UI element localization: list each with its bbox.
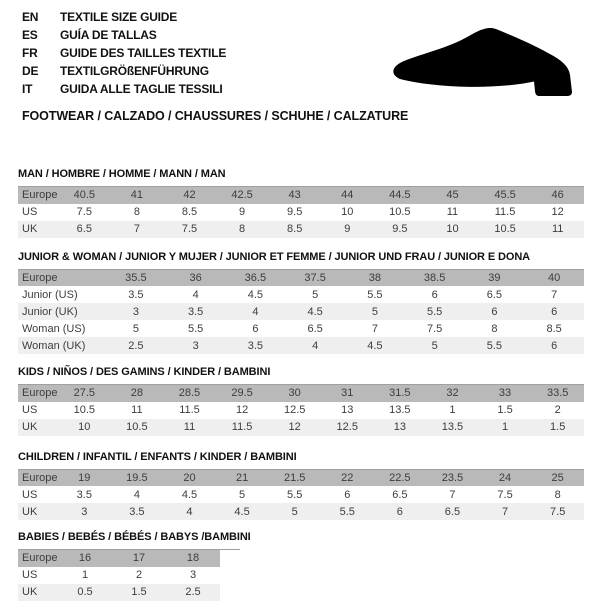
size-cell: 7.5 bbox=[497, 488, 513, 501]
size-cell: 12 bbox=[235, 404, 249, 416]
size-cell: 10.5 bbox=[389, 206, 411, 218]
size-cell: 11.5 bbox=[494, 206, 516, 218]
size-cell: 3 bbox=[132, 305, 139, 318]
size-cell: 36 bbox=[189, 271, 202, 284]
size-cell: 36.5 bbox=[244, 271, 267, 284]
category-title: FOOTWEAR / CALZADO / CHAUSSURES / SCHUHE / CALZATURE bbox=[22, 109, 409, 123]
size-cell: 11.5 bbox=[231, 421, 253, 433]
size-cell: 6.5 bbox=[76, 223, 92, 235]
size-cell: 19.5 bbox=[126, 471, 148, 484]
table-row bbox=[18, 337, 584, 354]
row-label: UK bbox=[22, 586, 38, 598]
size-cell: 5 bbox=[431, 339, 438, 352]
size-cell: 10.5 bbox=[73, 404, 95, 416]
size-cell: 16 bbox=[78, 552, 92, 565]
lang-code: ES bbox=[22, 28, 38, 42]
size-cell: 2.5 bbox=[185, 586, 201, 598]
table-row bbox=[18, 567, 240, 584]
size-cell: 18 bbox=[186, 552, 200, 565]
size-cell: 13.5 bbox=[441, 421, 464, 433]
size-cell: 5 bbox=[312, 288, 319, 301]
size-table bbox=[18, 269, 584, 355]
size-cell: 5 bbox=[371, 305, 378, 318]
lang-label: GUIDE DES TAILLES TEXTILE bbox=[60, 46, 227, 60]
size-cell: 12.5 bbox=[283, 404, 306, 416]
table-row bbox=[18, 469, 584, 486]
size-cell: 29.5 bbox=[231, 387, 253, 400]
table-row bbox=[18, 320, 584, 337]
lang-code: DE bbox=[22, 64, 39, 78]
size-cell: 11 bbox=[183, 421, 196, 433]
size-cell: 4.5 bbox=[247, 288, 264, 301]
size-cell: 44 bbox=[341, 189, 354, 202]
row-label: UK bbox=[22, 421, 38, 433]
size-table bbox=[18, 549, 240, 601]
size-cell: 39 bbox=[488, 271, 501, 284]
size-cell: 4 bbox=[192, 288, 199, 301]
size-cell: 1.5 bbox=[550, 421, 566, 433]
size-cell: 3 bbox=[192, 339, 199, 352]
size-cell: 5.5 bbox=[426, 305, 443, 318]
size-cell: 40 bbox=[548, 271, 561, 284]
lang-line-es bbox=[22, 26, 226, 44]
size-cell: 45 bbox=[446, 189, 459, 202]
size-cell: 6 bbox=[252, 322, 259, 335]
language-header bbox=[22, 8, 226, 98]
row-label: US bbox=[22, 569, 38, 581]
size-cell: 45.5 bbox=[494, 189, 516, 202]
size-cell: 21.5 bbox=[283, 471, 306, 484]
size-cell: 4 bbox=[252, 305, 259, 318]
size-section bbox=[18, 366, 584, 436]
size-cell: 5.5 bbox=[287, 488, 303, 501]
size-cell: 10.5 bbox=[494, 223, 516, 235]
size-cell: 6 bbox=[431, 288, 438, 301]
table-row bbox=[18, 385, 584, 402]
row-label: Europe bbox=[22, 189, 58, 202]
size-cell: 6.5 bbox=[307, 322, 323, 335]
size-cell: 33.5 bbox=[546, 387, 569, 400]
size-cell: 22 bbox=[341, 471, 354, 484]
size-cell: 20 bbox=[183, 471, 196, 484]
size-cell: 5.5 bbox=[486, 339, 503, 352]
size-cell: 5.5 bbox=[187, 322, 204, 335]
size-cell: 9.5 bbox=[392, 223, 408, 235]
row-label: Woman (US) bbox=[22, 322, 86, 335]
table-row bbox=[18, 286, 584, 303]
size-cell: 5 bbox=[239, 488, 246, 501]
lang-line-en bbox=[22, 8, 226, 26]
size-cell: 38 bbox=[368, 271, 381, 284]
size-cell: 10.5 bbox=[126, 421, 148, 433]
size-cell: 43 bbox=[288, 189, 301, 202]
size-cell: 28 bbox=[130, 387, 144, 400]
size-cell: 6 bbox=[551, 305, 558, 318]
size-cell: 11 bbox=[446, 206, 459, 218]
size-cell: 4 bbox=[133, 488, 140, 501]
size-cell: 5.5 bbox=[367, 288, 383, 301]
size-table bbox=[18, 469, 584, 521]
row-label: UK bbox=[22, 505, 38, 518]
table-row bbox=[18, 550, 240, 567]
size-cell: 37.5 bbox=[304, 271, 326, 284]
size-cell: 31.5 bbox=[389, 387, 411, 400]
size-cell: 7 bbox=[371, 322, 378, 335]
size-cell: 7.5 bbox=[550, 505, 566, 518]
size-cell: 1 bbox=[449, 404, 456, 416]
size-cell: 46 bbox=[551, 189, 564, 202]
size-cell: 7.5 bbox=[426, 322, 443, 335]
size-cell: 4.5 bbox=[234, 505, 250, 518]
dress-shoe-icon bbox=[388, 20, 588, 100]
table-row bbox=[18, 419, 584, 436]
size-cell: 7 bbox=[551, 288, 558, 301]
size-cell: 8 bbox=[133, 206, 140, 218]
size-cell: 25 bbox=[551, 471, 564, 484]
size-cell: 44.5 bbox=[389, 189, 411, 202]
size-cell: 6.5 bbox=[444, 505, 461, 518]
size-cell: 6 bbox=[396, 505, 403, 518]
size-cell: 24 bbox=[498, 471, 512, 484]
size-cell: 2.5 bbox=[128, 339, 144, 352]
size-cell: 11 bbox=[131, 404, 143, 416]
size-cell: 19 bbox=[78, 471, 91, 484]
lang-code: IT bbox=[22, 82, 33, 96]
size-cell: 7.5 bbox=[181, 223, 198, 235]
lang-label: GUIDA ALLE TAGLIE TESSILI bbox=[60, 82, 223, 96]
size-cell: 8.5 bbox=[287, 223, 303, 235]
size-cell: 3 bbox=[189, 569, 197, 581]
size-cell: 1.5 bbox=[131, 586, 147, 598]
lang-line-fr bbox=[22, 44, 226, 62]
size-cell: 12 bbox=[288, 421, 301, 433]
size-cell: 17 bbox=[132, 552, 146, 565]
size-cell: 6 bbox=[551, 339, 558, 352]
size-cell: 38.5 bbox=[423, 271, 446, 284]
table-row bbox=[18, 303, 584, 320]
size-cell: 30 bbox=[288, 387, 301, 400]
size-cell: 8 bbox=[554, 488, 561, 501]
size-cell: 28.5 bbox=[178, 387, 201, 400]
row-label: US bbox=[22, 488, 38, 501]
size-cell: 7 bbox=[133, 223, 140, 235]
lang-line-de bbox=[22, 62, 226, 80]
size-cell: 9.5 bbox=[287, 206, 303, 218]
size-cell: 22.5 bbox=[389, 471, 411, 484]
size-cell: 8.5 bbox=[181, 206, 198, 218]
size-cell: 6.5 bbox=[392, 488, 408, 501]
section-title: JUNIOR & WOMAN / JUNIOR Y MUJER / JUNIOR ET FEMME / JUNIOR UND FRAU / JUNIOR E DONA bbox=[18, 250, 531, 263]
size-cell: 4.5 bbox=[181, 488, 198, 501]
size-cell: 5 bbox=[132, 322, 139, 335]
table-row bbox=[18, 503, 584, 520]
table-row bbox=[18, 221, 584, 238]
row-label: Europe bbox=[22, 387, 58, 400]
size-cell: 13 bbox=[393, 421, 406, 433]
lang-label: GUÍA DE TALLAS bbox=[60, 28, 157, 42]
size-cell: 4.5 bbox=[367, 339, 383, 352]
row-label: US bbox=[22, 206, 38, 218]
size-cell: 42 bbox=[183, 189, 196, 202]
size-cell: 5.5 bbox=[339, 505, 355, 518]
size-cell: 2 bbox=[554, 404, 561, 416]
table-row bbox=[18, 486, 584, 503]
size-cell: 11 bbox=[551, 223, 564, 235]
size-cell: 6.5 bbox=[486, 288, 503, 301]
size-cell: 4 bbox=[186, 505, 193, 518]
size-cell: 10 bbox=[341, 206, 354, 218]
lang-line-it bbox=[22, 80, 226, 98]
section-title: BABIES / BEBÉS / BÉBÉS / BABYS /BAMBINI bbox=[18, 531, 251, 543]
section-title: MAN / HOMBRE / HOMME / MANN / MAN bbox=[18, 168, 226, 180]
size-table bbox=[18, 186, 584, 238]
lang-label: TEXTILGRÖßENFÜHRUNG bbox=[60, 64, 209, 78]
size-section bbox=[18, 251, 584, 355]
size-cell: 9 bbox=[239, 206, 246, 218]
row-label: Junior (UK) bbox=[22, 305, 78, 318]
size-cell: 23.5 bbox=[441, 471, 464, 484]
size-cell: 4.5 bbox=[307, 305, 323, 318]
size-cell: 40.5 bbox=[73, 189, 95, 202]
size-cell: 7.5 bbox=[76, 206, 92, 218]
size-cell: 31 bbox=[341, 387, 354, 400]
size-cell: 33 bbox=[498, 387, 512, 400]
size-section bbox=[18, 531, 584, 601]
lang-code: EN bbox=[22, 10, 39, 24]
size-cell: 13 bbox=[341, 404, 354, 416]
row-label: Europe bbox=[22, 552, 58, 565]
size-cell: 8 bbox=[239, 223, 246, 235]
size-cell: 35.5 bbox=[125, 271, 147, 284]
table-row bbox=[18, 584, 240, 601]
section-title: KIDS / NIÑOS / DES GAMINS / KINDER / BAMBINI bbox=[18, 366, 271, 378]
table-row bbox=[18, 204, 584, 221]
size-cell: 3.5 bbox=[187, 305, 204, 318]
table-row bbox=[18, 269, 584, 286]
size-cell: 1 bbox=[81, 569, 89, 581]
size-cell: 6 bbox=[491, 305, 498, 318]
row-label: UK bbox=[22, 223, 38, 235]
size-cell: 3 bbox=[81, 505, 88, 518]
row-label: Europe bbox=[22, 271, 58, 284]
size-cell: 5 bbox=[291, 505, 298, 518]
size-cell: 8.5 bbox=[546, 322, 562, 335]
lang-label: TEXTILE SIZE GUIDE bbox=[60, 10, 178, 24]
lang-code: FR bbox=[22, 46, 38, 60]
size-tables bbox=[18, 168, 584, 613]
section-title: CHILDREN / INFANTIL / ENFANTS / KINDER / BAMBINI bbox=[18, 450, 297, 463]
size-cell: 42.5 bbox=[231, 189, 253, 202]
size-cell: 41 bbox=[130, 189, 144, 202]
table-row bbox=[18, 187, 584, 204]
size-cell: 3.5 bbox=[129, 505, 145, 518]
size-cell: 2 bbox=[135, 569, 143, 581]
row-label: US bbox=[22, 404, 38, 416]
size-cell: 7 bbox=[449, 488, 456, 501]
size-cell: 13.5 bbox=[389, 404, 411, 416]
size-section bbox=[18, 168, 584, 238]
table-row bbox=[18, 402, 584, 419]
size-cell: 6 bbox=[344, 488, 351, 501]
size-cell: 27.5 bbox=[73, 387, 95, 400]
size-cell: 32 bbox=[446, 387, 459, 400]
size-cell: 9 bbox=[344, 223, 351, 235]
size-cell: 10 bbox=[446, 223, 459, 235]
size-cell: 21 bbox=[235, 471, 249, 484]
size-cell: 3.5 bbox=[76, 488, 92, 501]
size-cell: 12.5 bbox=[336, 421, 358, 433]
size-table bbox=[18, 384, 584, 436]
row-label: Europe bbox=[22, 471, 58, 484]
size-cell: 12 bbox=[551, 206, 564, 218]
size-cell: 0.5 bbox=[77, 586, 93, 598]
row-label: Junior (US) bbox=[22, 288, 78, 301]
size-cell: 3.5 bbox=[128, 288, 144, 301]
size-cell: 3.5 bbox=[247, 339, 264, 352]
row-label: Woman (UK) bbox=[22, 339, 86, 352]
size-cell: 4 bbox=[312, 339, 319, 352]
size-cell: 1.5 bbox=[497, 404, 513, 416]
size-cell: 11.5 bbox=[179, 404, 200, 416]
size-section bbox=[18, 451, 584, 521]
size-cell: 10 bbox=[78, 421, 91, 433]
size-cell: 1 bbox=[501, 421, 509, 433]
size-cell: 8 bbox=[491, 322, 498, 335]
size-cell: 7 bbox=[501, 505, 509, 518]
